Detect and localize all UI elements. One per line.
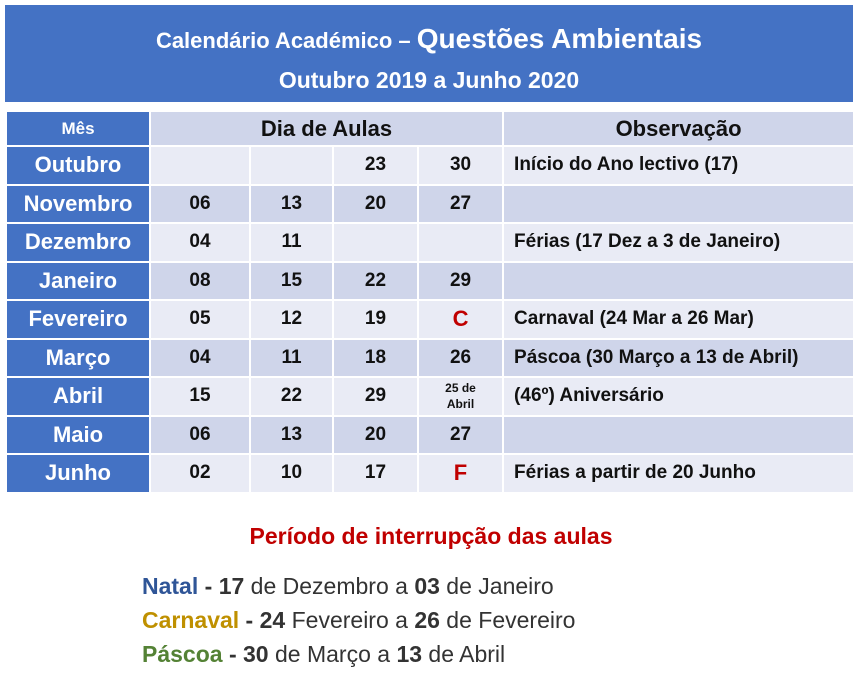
- anniversary-date-cell: [418, 377, 503, 416]
- day-cell: 22: [333, 262, 418, 301]
- table-row: [6, 339, 854, 378]
- day-cell: 08: [150, 262, 250, 301]
- carnaval-end-text: de Fevereiro: [439, 607, 576, 633]
- month-cell: Maio: [6, 416, 150, 455]
- anniversary-month: Abril: [446, 397, 475, 412]
- day-cell: 10: [250, 454, 333, 493]
- day-cell: 11: [250, 223, 333, 262]
- day-cell: [150, 146, 250, 185]
- calendar-table: [5, 110, 855, 494]
- header-dia-de-aulas: Dia de Aulas: [150, 111, 503, 146]
- day-cell: 04: [150, 339, 250, 378]
- natal-middle-text: de Dezembro a: [244, 573, 415, 599]
- pascoa-start-day: 30: [243, 641, 269, 667]
- observation-cell: Carnaval (24 Mar a 26 Mar): [503, 300, 854, 339]
- observation-cell: Páscoa (30 Março a 13 de Abril): [503, 339, 854, 378]
- table-row: [6, 416, 854, 455]
- table-header-row: [6, 111, 854, 146]
- day-cell: 26: [418, 339, 503, 378]
- table-row: [6, 300, 854, 339]
- table-row: [6, 262, 854, 301]
- day-cell: 20: [333, 185, 418, 224]
- month-cell: Abril: [6, 377, 150, 416]
- carnaval-start-day: 24: [259, 607, 286, 633]
- table-row: [6, 223, 854, 262]
- day-cell: 20: [333, 416, 418, 455]
- observation-cell: [503, 185, 854, 224]
- day-cell: 02: [150, 454, 250, 493]
- pascoa-separator: -: [222, 641, 244, 667]
- carnaval-label: Carnaval: [142, 607, 240, 633]
- natal-end-day: 03: [414, 573, 440, 599]
- observation-cell: (46º) Aniversário: [503, 377, 854, 416]
- day-cell: [250, 146, 333, 185]
- pascoa-middle-text: de Março a: [268, 641, 397, 667]
- day-cell: 18: [333, 339, 418, 378]
- day-cell: 29: [418, 262, 503, 301]
- day-cell: 15: [250, 262, 333, 301]
- day-cell: 13: [250, 185, 333, 224]
- ferias-marker: F: [418, 454, 503, 493]
- page-title: [5, 23, 853, 55]
- day-cell: 23: [333, 146, 418, 185]
- observation-cell: [503, 262, 854, 301]
- carnaval-end-day: 26: [414, 607, 440, 633]
- natal-label: Natal: [142, 573, 199, 599]
- day-cell: 27: [418, 416, 503, 455]
- month-cell: Novembro: [6, 185, 150, 224]
- observation-cell: [503, 416, 854, 455]
- observation-cell: Início do Ano lectivo (17): [503, 146, 854, 185]
- observation-cell: Férias (17 Dez a 3 de Janeiro): [503, 223, 854, 262]
- day-cell: 06: [150, 185, 250, 224]
- pascoa-label: Páscoa: [142, 641, 223, 667]
- pascoa-end-day: 13: [396, 641, 423, 667]
- observation-cell: Férias a partir de 20 Junho: [503, 454, 854, 493]
- pascoa-end-text: de Abril: [422, 641, 506, 667]
- day-cell: 30: [418, 146, 503, 185]
- title-banner: [5, 5, 853, 105]
- table-row: [6, 377, 854, 416]
- natal-start-day: 17: [218, 573, 245, 599]
- day-cell: 27: [418, 185, 503, 224]
- page-subtitle: Outubro 2019 a Junho 2020: [278, 67, 580, 93]
- legend-carnaval: [142, 607, 575, 634]
- legend-pascoa: [142, 641, 505, 668]
- day-cell: 05: [150, 300, 250, 339]
- day-cell: 29: [333, 377, 418, 416]
- natal-separator: -: [198, 573, 219, 599]
- anniversary-day: 25 de: [445, 381, 476, 396]
- month-cell: Dezembro: [6, 223, 150, 262]
- day-cell: 11: [250, 339, 333, 378]
- day-cell: 04: [150, 223, 250, 262]
- day-cell: 15: [150, 377, 250, 416]
- title-prefix: Calendário Académico –: [155, 28, 417, 53]
- table-row: [6, 185, 854, 224]
- table-row: [6, 146, 854, 185]
- header-observacao: Observação: [503, 111, 854, 146]
- month-cell: Janeiro: [6, 262, 150, 301]
- carnaval-marker: C: [418, 300, 503, 339]
- natal-end-text: de Janeiro: [439, 573, 554, 599]
- day-cell: [333, 223, 418, 262]
- header-mes: Mês: [6, 111, 150, 146]
- carnaval-middle-text: Fevereiro a: [285, 607, 415, 633]
- day-cell: 19: [333, 300, 418, 339]
- month-cell: Fevereiro: [6, 300, 150, 339]
- day-cell: 06: [150, 416, 250, 455]
- day-cell: 22: [250, 377, 333, 416]
- table-row: [6, 454, 854, 493]
- month-cell: Março: [6, 339, 150, 378]
- carnaval-separator: -: [239, 607, 260, 633]
- day-cell: 17: [333, 454, 418, 493]
- day-cell: [418, 223, 503, 262]
- day-cell: 13: [250, 416, 333, 455]
- legend-natal: [142, 573, 554, 600]
- interruption-title: Período de interrupção das aulas: [249, 523, 613, 549]
- month-cell: Outubro: [6, 146, 150, 185]
- month-cell: Junho: [6, 454, 150, 493]
- title-main: Questões Ambientais: [416, 23, 703, 54]
- day-cell: 12: [250, 300, 333, 339]
